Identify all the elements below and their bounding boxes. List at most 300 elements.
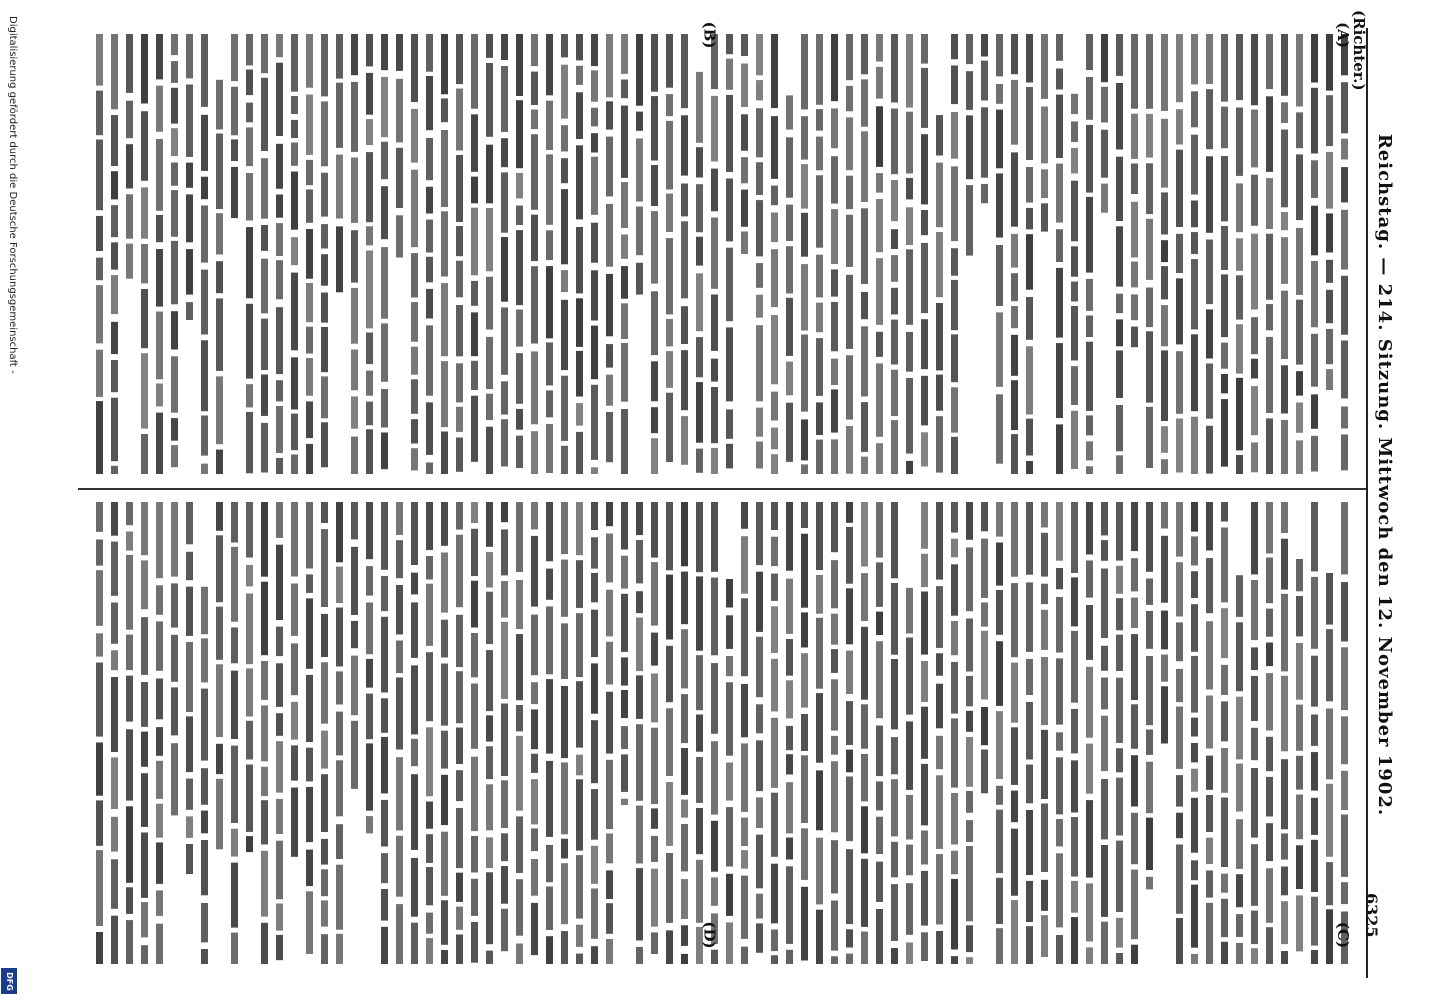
text-line-segment [246,565,253,587]
text-line-segment [831,761,838,832]
text-line-segment [276,260,283,299]
text-line-segment [396,836,403,897]
text-line-segment [456,34,463,84]
text-line-segment [321,934,328,964]
text-line-segment [1146,762,1153,814]
text-line-segment [756,408,763,437]
text-line-segment [996,786,1003,805]
text-line-segment [171,743,178,815]
text-line-segment [666,94,673,116]
text-line-segment [1116,778,1123,836]
text-line-segment [1086,34,1093,70]
text-line-segment [516,634,523,700]
text-line-segment [606,642,613,685]
text-line-segment [546,502,553,561]
text-line-segment [951,956,958,964]
text-line-segment [141,833,148,898]
text-line-segment [591,326,598,380]
text-line-segment [111,542,118,596]
text-line-segment [591,946,598,964]
text-line-segment [1056,757,1063,814]
text-line-segment [1146,656,1153,725]
text-line-segment [456,363,463,402]
text-line-segment [591,573,598,602]
text-line-segment [441,950,448,964]
text-line-segment [621,266,628,299]
text-line-segment [546,34,553,95]
text-line-segment [1326,34,1333,91]
text-line-segment [1341,716,1348,764]
text-line-segment [531,215,538,262]
text-line-segment [621,690,628,718]
text-line-segment [681,221,688,298]
text-line-segment [531,709,538,749]
text-line-segment [501,581,508,618]
text-line-segment [1176,351,1183,414]
text-line-segment [861,402,868,452]
text-line-segment [486,951,493,964]
text-line-segment [411,448,418,470]
text-line-segment [336,608,343,667]
text-line-segment [1221,665,1228,695]
text-line-segment [1071,282,1078,302]
text-line-segment [126,887,133,914]
text-line-segment [96,401,103,474]
text-line-segment [426,802,433,829]
text-line-segment [366,371,373,396]
text-line-segment [876,562,883,607]
text-line-segment [111,360,118,392]
text-line-segment [1056,732,1063,750]
text-line-segment [126,920,133,964]
text-line-segment [276,223,283,256]
text-line-segment [996,928,1003,964]
text-line-segment [666,853,673,923]
text-line-segment [996,245,1003,306]
text-line-segment [1206,240,1213,305]
text-line-segment [1131,114,1138,159]
text-line-segment [651,808,658,828]
text-line-segment [1131,870,1138,940]
text-line-segment [156,86,163,132]
text-line-segment [771,793,778,857]
text-line-segment [1131,945,1138,964]
text-line-segment [381,737,388,794]
text-line-segment [1296,845,1303,889]
text-line-segment [1236,108,1243,176]
text-line-segment [1011,234,1018,268]
text-line-segment [726,807,733,866]
text-line-segment [1131,502,1138,551]
text-line-segment [921,764,928,826]
text-line-segment [1161,266,1168,299]
text-line-segment [171,128,178,156]
text-line-segment [1026,234,1033,290]
text-line-segment [816,838,823,905]
text-line-segment [1251,676,1258,721]
text-line-segment [1116,566,1123,594]
text-line-segment [126,502,133,525]
text-line-segment [486,502,493,547]
text-line-segment [486,650,493,711]
text-line-segment [726,248,733,322]
text-line-segment [786,137,793,197]
text-line-segment [1071,246,1078,276]
text-line-segment [276,841,283,900]
text-line-segment [141,187,148,238]
text-line-segment [891,229,898,249]
text-line-segment [396,540,403,578]
text-line-segment [186,249,193,295]
text-line-segment [501,138,508,167]
text-line-segment [816,575,823,614]
text-line-segment [1146,407,1153,468]
text-line-segment [906,249,913,324]
text-line-segment [591,502,598,530]
text-line-segment [996,110,1003,169]
text-line-segment [1296,895,1303,951]
text-line-segment [621,303,628,339]
text-line-segment [1206,34,1213,84]
text-line-segment [981,502,988,531]
text-line-segment [1041,107,1048,164]
text-line-segment [1311,656,1318,707]
text-line-segment [1251,502,1258,574]
text-line-segment [1116,83,1123,150]
text-line-segment [606,344,613,368]
text-line-segment [876,34,883,62]
text-line-segment [321,900,328,926]
text-line-segment [471,177,478,204]
text-line-segment [246,70,253,96]
text-line-segment [726,179,733,242]
text-line-segment [921,502,928,549]
text-line-segment [1341,815,1348,877]
text-line-segment [381,853,388,883]
text-line-segment [201,206,208,263]
text-line-segment [906,332,913,372]
text-line-segment [681,572,688,625]
text-line-segment [786,754,793,774]
text-line-segment [501,529,508,575]
text-line-segment [291,414,298,451]
text-line-segment [816,338,823,396]
text-line-segment [816,910,823,964]
text-line-segment [1296,154,1303,220]
text-line-segment [921,243,928,313]
text-line-segment [1341,139,1348,160]
text-line-segment [726,59,733,90]
text-line-segment [1236,455,1243,474]
text-line-segment [126,34,133,93]
text-line-segment [906,112,913,174]
text-line-segment [411,774,418,850]
text-line-segment [1056,95,1063,158]
text-line-segment [306,787,313,842]
text-line-segment [96,502,103,532]
text-line-segment [516,173,523,199]
text-line-segment [126,532,133,551]
text-line-segment [741,502,748,529]
text-line-segment [756,637,763,698]
text-line-segment [756,797,763,828]
text-line-segment [1251,110,1258,168]
text-line-segment [831,108,838,148]
text-line-segment [171,190,178,237]
text-line-segment [966,925,973,952]
text-line-segment [951,621,958,655]
text-line-segment [771,606,778,653]
text-line-segment [1146,502,1153,572]
text-line-segment [966,547,973,611]
text-line-segment [306,283,313,322]
text-line-segment [336,671,343,704]
text-line-segment [546,101,553,150]
text-line-segment [651,633,658,666]
text-line-segment [696,576,703,650]
text-line-segment [576,145,583,219]
text-line-segment [981,107,988,177]
text-line-segment [186,194,193,242]
text-line-segment [1251,844,1258,906]
text-line-segment [531,72,538,105]
text-line-segment [531,134,538,210]
text-line-segment [1161,536,1168,603]
text-line-segment [291,455,298,475]
text-line-segment [711,663,718,734]
text-line-segment [441,98,448,122]
text-line-segment [111,502,118,536]
text-line-segment [696,184,703,232]
header-rule [1366,28,1368,978]
text-line-segment [1341,647,1348,710]
text-line-segment [996,84,1003,104]
text-line-segment [801,653,808,707]
text-line-segment [156,215,163,242]
text-line-segment [531,34,538,66]
text-line-segment [1176,419,1183,473]
text-line-segment [861,859,868,927]
text-line-segment [621,409,628,474]
text-line-segment [756,295,763,318]
text-line-segment [591,467,598,474]
text-line-segment [636,502,643,535]
text-line-segment [1191,536,1198,565]
text-line-segment [1251,359,1258,379]
text-line-segment [636,591,643,613]
text-line-segment [306,95,313,155]
text-line-segment [636,34,643,106]
text-line-segment [711,950,718,964]
text-line-segment [1086,415,1093,435]
text-line-segment [711,741,718,814]
text-line-segment [861,326,868,396]
text-line-segment [321,529,328,607]
text-line-segment [876,363,883,436]
text-line-segment [1176,34,1183,102]
text-line-segment [1026,926,1033,964]
text-line-segment [1056,502,1063,561]
text-line-segment [786,246,793,293]
text-line-segment [681,800,688,818]
text-line-segment [126,729,133,800]
text-line-segment [411,253,418,297]
text-line-segment [216,664,223,737]
text-line-segment [111,205,118,237]
text-line-segment [1191,34,1198,84]
text-line-segment [1311,715,1318,746]
text-line-segment [351,621,358,648]
text-line-segment [1161,426,1168,453]
text-line-segment [156,621,163,670]
text-line-segment [561,158,568,183]
text-line-segment [321,614,328,657]
text-line-segment [501,307,508,374]
text-line-segment [1221,226,1228,270]
text-line-segment [186,779,193,810]
text-line-segment [921,319,928,369]
text-line-segment [1131,704,1138,749]
text-line-segment [516,206,523,226]
text-line-segment [336,865,343,930]
text-line-segment [126,144,133,188]
text-line-segment [276,935,283,960]
text-line-segment [366,429,373,474]
text-line-segment [1011,34,1018,74]
text-line-segment [231,829,238,857]
text-line-segment [546,266,553,338]
text-line-segment [1176,845,1183,914]
text-line-segment [891,180,898,221]
text-line-segment [426,652,433,721]
text-line-segment [216,80,223,130]
text-line-segment [966,957,973,964]
text-line-segment [1311,206,1318,256]
text-line-segment [1281,130,1288,208]
text-line-segment [891,583,898,655]
text-line-segment [456,261,463,298]
text-line-segment [141,617,148,675]
text-line-segment [291,120,298,138]
text-line-segment [936,502,943,580]
text-line-segment [666,930,673,964]
text-line-segment [771,34,778,108]
text-line-segment [321,224,328,248]
text-line-segment [1161,119,1168,188]
text-line-segment [501,866,508,904]
text-line-segment [1011,380,1018,430]
text-line-segment [426,325,433,395]
text-line-segment [591,223,598,263]
text-line-segment [726,579,733,608]
text-line-segment [426,220,433,253]
text-line-segment [651,562,658,626]
text-line-segment [561,762,568,834]
text-line-segment [651,165,658,206]
text-line-segment [681,416,688,465]
text-line-segment [201,115,208,171]
text-line-segment [1011,273,1018,301]
text-line-segment [786,205,793,241]
text-line-segment [681,954,688,964]
text-line-segment [306,891,313,954]
text-line-segment [1026,87,1033,160]
text-line-segment [276,627,283,657]
text-line-segment [351,437,358,474]
text-line-segment [201,34,208,107]
text-line-segment [216,376,223,444]
text-line-segment [771,213,778,243]
text-line-segment [171,88,178,124]
text-line-segment [1146,877,1153,890]
text-line-segment [681,184,688,217]
text-line-segment [636,724,643,801]
text-line-segment [1236,183,1243,232]
text-line-segment [576,227,583,293]
text-line-segment [651,361,658,401]
text-line-segment [381,186,388,239]
text-line-segment [756,108,763,157]
text-line-segment [261,375,268,416]
text-line-segment [456,873,463,902]
text-line-segment [1221,343,1228,369]
text-line-segment [816,255,823,298]
text-line-segment [366,333,373,365]
text-line-segment [876,443,883,474]
text-line-segment [801,755,808,823]
text-line-segment [1206,89,1213,149]
text-line-segment [471,633,478,677]
text-line-segment [156,727,163,756]
text-line-segment [336,567,343,603]
text-line-segment [1236,697,1243,760]
text-line-segment [186,587,193,636]
text-line-segment [111,650,118,670]
text-line-segment [291,237,298,265]
text-line-segment [516,580,523,629]
text-line-segment [366,251,373,329]
text-line-segment [1116,34,1123,76]
text-line-segment [1101,569,1108,639]
text-line-segment [966,676,973,706]
text-line-segment [1251,728,1258,760]
text-line-segment [741,876,748,939]
text-line-segment [1101,845,1108,917]
text-line-segment [921,376,928,426]
text-line-segment [1311,798,1318,835]
text-line-segment [756,263,763,288]
text-line-segment [1326,329,1333,364]
text-line-segment [1116,953,1123,964]
text-line-segment [681,925,688,946]
text-line-segment [1026,167,1033,203]
text-line-segment [141,560,148,609]
text-line-segment [366,402,373,426]
text-line-segment [696,808,703,854]
text-line-segment [336,760,343,816]
text-line-segment [936,854,943,924]
text-line-segment [231,87,238,136]
text-line-segment [1086,667,1093,738]
text-line-segment [321,422,328,467]
text-line-segment [141,244,148,283]
text-line-segment [861,932,868,965]
text-line-segment [1071,817,1078,877]
text-line-segment [1206,364,1213,419]
text-line-segment [1266,337,1273,413]
text-line-segment [1071,181,1078,242]
text-line-segment [1191,502,1198,532]
